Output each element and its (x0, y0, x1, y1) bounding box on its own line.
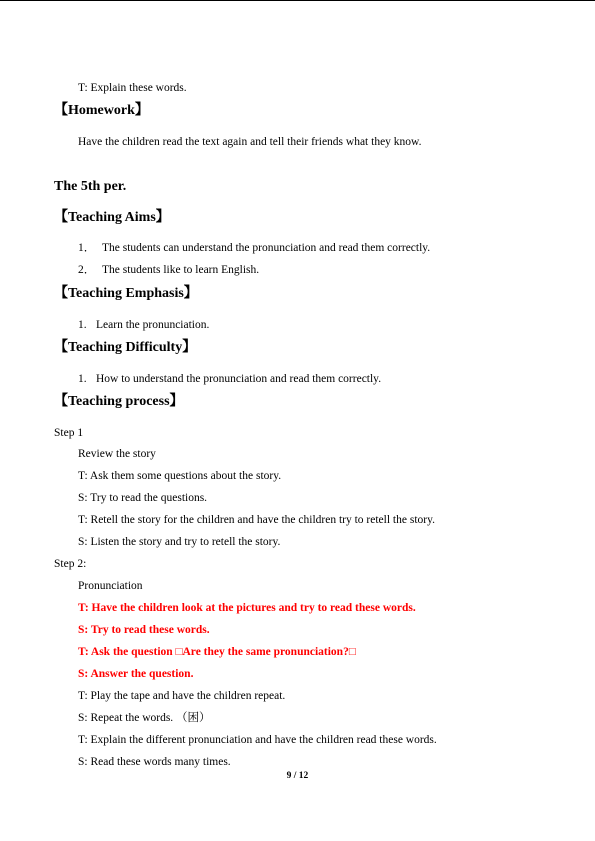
highlighted-line: T: Ask the question □Are they the same pronunciation?□ (78, 646, 356, 658)
list-item (78, 263, 259, 277)
list-number: 2． (78, 264, 96, 276)
page-top-border (0, 0, 595, 1)
homework-text: Have the children read the text again and tell their friends what they know. (78, 136, 422, 148)
text-line: T: Retell the story for the children and have the children try to retell the story. (78, 514, 435, 526)
text-line: Pronunciation (78, 580, 143, 592)
list-text: How to understand the pronunciation and read them correctly. (96, 373, 382, 385)
list-item (78, 372, 381, 386)
text-line: Review the story (78, 448, 156, 460)
section-heading-homework: 【Homework】 (54, 103, 149, 118)
text-line: S: Listen the story and try to retell the story. (78, 536, 281, 548)
section-heading-aims: 【Teaching Aims】 (54, 210, 170, 225)
period-heading: The 5th per. (54, 179, 127, 194)
list-number: 1． (78, 242, 96, 254)
list-text: Learn the pronunciation. (96, 319, 210, 331)
text-line: T: Explain the different pronunciation and have the children read these words. (78, 734, 437, 746)
text-line: S: Repeat the words. （困） (78, 712, 211, 724)
section-heading-difficulty: 【Teaching Difficulty】 (54, 340, 197, 355)
list-text: The students like to learn English. (102, 264, 260, 276)
list-text: The students can understand the pronunciation and read them correctly. (102, 242, 431, 254)
highlighted-line: T: Have the children look at the pictures and try to read these words. (78, 602, 416, 614)
step-label: Step 1 (54, 427, 84, 439)
text-line: T: Explain these words. (78, 82, 187, 94)
section-heading-process: 【Teaching process】 (54, 394, 184, 409)
text-line: S: Read these words many times. (78, 756, 231, 768)
highlighted-line: S: Answer the question. (78, 668, 194, 680)
text-line: T: Play the tape and have the children repeat. (78, 690, 286, 702)
text-line: S: Try to read the questions. (78, 492, 208, 504)
highlighted-line: S: Try to read these words. (78, 624, 210, 636)
list-number: 1. (78, 373, 87, 385)
text-line: T: Ask them some questions about the story. (78, 470, 282, 482)
step-label: Step 2: (54, 558, 87, 570)
list-item (78, 318, 209, 332)
page-number: 9 / 12 (286, 771, 309, 781)
list-item (78, 241, 430, 255)
section-heading-emphasis: 【Teaching Emphasis】 (54, 286, 198, 301)
list-number: 1. (78, 319, 87, 331)
